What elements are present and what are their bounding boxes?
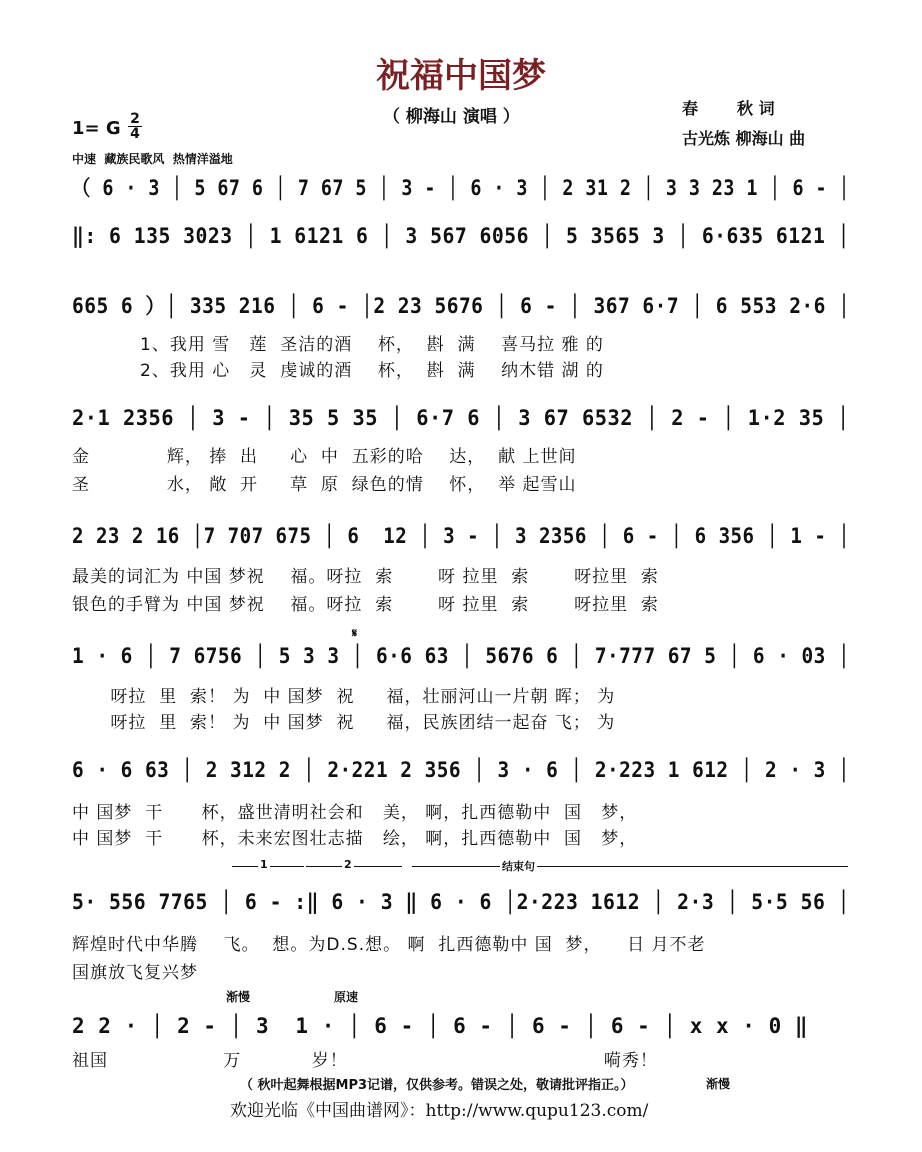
lyric-line-8-verse-2: 国旗放飞复兴梦 [72, 963, 198, 983]
lyric-line-5-verse-2: 银色的手臂为 中国 梦祝 福。呀拉 索 呀 拉里 索 呀拉里 索 [72, 595, 659, 615]
lyric-line-6-verse-2: 呀拉 里 索！ 为 中 国梦 祝 福，民族团结一起奋 飞； 为 [72, 713, 616, 733]
notation-line-9: 2 2 · │ 2 - │ 3 1 · │ 6 - │ 6 - │ 6 - │ 6 - │ x x · 0 ‖ [72, 1014, 809, 1038]
time-signature-top: 2 [130, 111, 140, 127]
lyric-line-4-verse-1: 金 辉， 捧 出 心 中 五彩的哈 达， 献 上世间 [72, 447, 577, 467]
lyric-line-6-verse-1: 呀拉 里 索！ 为 中 国梦 祝 福，壮丽河山一片朝 晖； 为 [72, 687, 616, 707]
lyric-line-3-verse-2: 2、我用 心 灵 虔诚的酒 杯， 斟 满 纳木错 湖 的 [140, 361, 604, 381]
transcriber-note: （ 秋叶起舞根据MP3记谱，仅供参考。错误之处，敬请批评指正。） [240, 1078, 634, 1093]
lyric-line-4-verse-2: 圣 水， 敞 开 草 原 绿色的情 怀， 举 起雪山 [72, 475, 577, 495]
notation-line-5: 2 23 2 16 │7 707 675 │ 6 12 │ 3 - │ 3 2356 │ 6 - │ 6 356 │ 1 - │ [72, 524, 851, 548]
notation-line-6: 1 · 6 │ 7 6756 │ 5 3 3 │ 6·6 63 │ 5676 6 │ 7·777 67 5 │ 6 · 03 │ [72, 644, 851, 668]
notation-line-7: 6 · 6 63 │ 2 312 2 │ 2·221 2 356 │ 3 · 6 │ 2·223 1 612 │ 2 · 3 │ [72, 758, 851, 782]
a-tempo-mark: 原速 [334, 990, 359, 1004]
lyric-line-3-verse-1: 1、我用 雪 莲 圣洁的酒 杯， 斟 满 喜马拉 雅 的 [140, 335, 604, 355]
notation-line-1: （ 6 · 3 │ 5 67 6 │ 7 67 5 │ 3 - │ 6 · 3 │ 2 31 2 │ 3 3 23 1 │ 6 - │ [72, 176, 850, 200]
lyric-line-7-verse-1: 中 国梦 干 杯，盛世清明社会和 美， 啊，扎西德勒中 国 梦， [72, 803, 638, 823]
singer-credit: （ 柳海山 演唱 ） [383, 107, 520, 127]
notation-line-3: 665 6 ）│ 335 216 │ 6 - │2 23 5676 │ 6 - │ 367 6·7 │ 6 553 2·6 │ [72, 294, 851, 318]
volta-1-label: 1 [260, 858, 268, 871]
notation-line-8: 5· 556 7765 │ 6 - :‖ 6 · 3 ‖ 6 · 6 │2·223 1612 │ 2·3 │ 5·5 56 │ [72, 890, 851, 914]
ritardando-mark-1: 渐慢 [226, 990, 251, 1004]
key-signature: 1= G [72, 118, 121, 139]
song-title: 祝福中国梦 [376, 56, 546, 96]
volta-2-bracket [306, 866, 402, 867]
lyric-line-9-verse-1: 祖国 万 岁！ 嗬秀！ [72, 1051, 658, 1071]
volta-2-label: 2 [344, 858, 352, 871]
coda-bracket [412, 866, 848, 867]
lyricist-credit: 春 秋 词 [682, 99, 775, 118]
notation-line-2: ‖: 6 135 3023 │ 1 6121 6 │ 3 567 6056 │ 5 3565 3 │ 6·635 6121 │ [72, 224, 851, 248]
tempo-marking: 中速 藏族民歌风 热情洋溢地 [72, 152, 233, 166]
lyric-line-5-verse-1: 最美的词汇为 中国 梦祝 福。呀拉 索 呀 拉里 索 呀拉里 索 [72, 567, 659, 587]
notation-line-4: 2·1 2356 │ 3 - │ 35 5 35 │ 6·7 6 │ 3 67 6532 │ 2 - │ 1·2 35 │ [72, 406, 850, 430]
website-credit: 欢迎光临《中国曲谱网》：http://www.qupu123.com/ [230, 1101, 649, 1121]
coda-label: 结束句 [502, 860, 535, 873]
time-signature [128, 112, 142, 141]
composer-credit: 古光炼 柳海山 曲 [682, 129, 806, 148]
segno-mark: 𝄋 [352, 626, 358, 640]
lyric-line-8-verse-1: 辉煌时代中华腾 飞。 想。为D.S.想。 啊 扎西德勒中 国 梦， 日 月不老 [72, 935, 706, 955]
lyric-line-7-verse-2: 中 国梦 干 杯，未来宏图壮志描 绘， 啊，扎西德勒中 国 梦， [72, 829, 638, 849]
ritardando-mark-2: 渐慢 [706, 1077, 731, 1091]
time-signature-bottom: 4 [130, 126, 140, 142]
